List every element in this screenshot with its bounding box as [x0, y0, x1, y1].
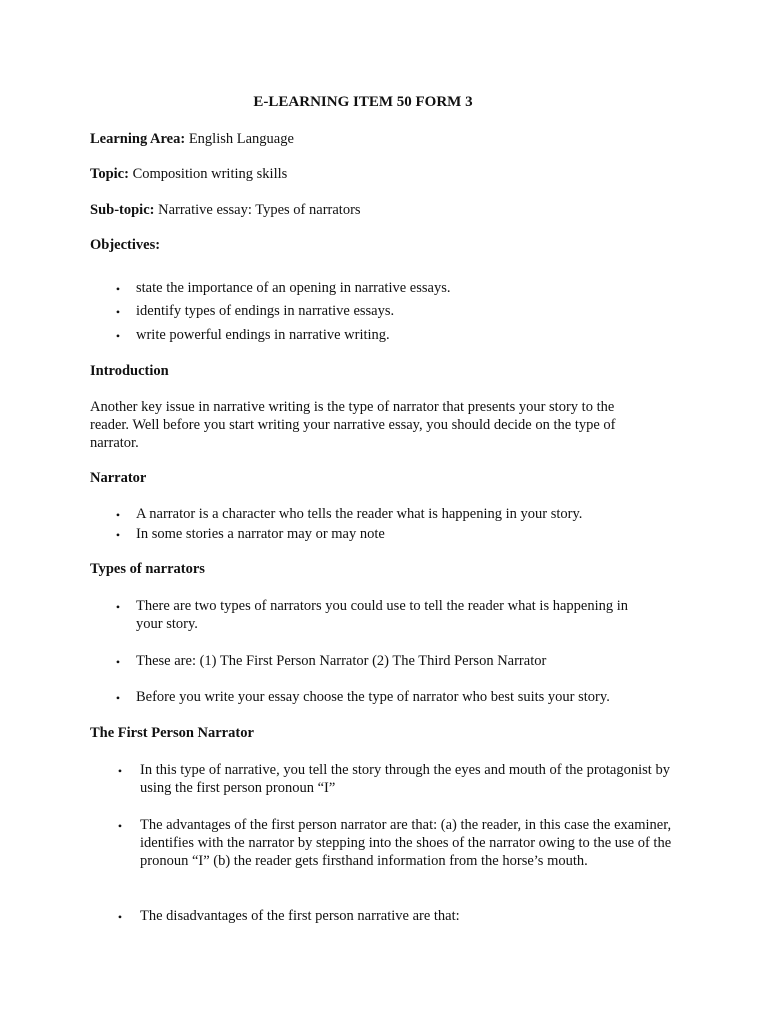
types-heading: Types of narrators: [90, 561, 205, 577]
first-person-heading: The First Person Narrator: [90, 725, 254, 741]
bullet-glyph: •: [115, 508, 121, 522]
topic-line: [90, 165, 287, 183]
topic-value: Composition writing skills: [132, 166, 288, 182]
learning-area-value: English Language: [188, 131, 294, 147]
bullet-glyph: •: [115, 282, 121, 296]
learning-area-label: Learning Area:: [90, 131, 186, 147]
document-title: E-LEARNING ITEM 50 FORM 3: [253, 94, 473, 110]
objective-item: write powerful endings in narrative writing.: [136, 327, 390, 343]
objectives-heading: Objectives:: [90, 237, 161, 253]
objective-item: state the importance of an opening in narrative essays.: [136, 280, 451, 296]
subtopic-line: [90, 201, 361, 219]
first-person-item: In this type of narrative, you tell the story through the eyes and mouth of the protagonist by using the first person pronoun “I”: [140, 762, 670, 796]
types-item: These are: (1) The First Person Narrator (2) The Third Person Narrator: [136, 653, 547, 669]
bullet-glyph: •: [115, 528, 121, 542]
subtopic-value: Narrative essay: Types of narrators: [158, 202, 361, 218]
objective-item: identify types of endings in narrative essays.: [136, 303, 395, 319]
bullet-glyph: •: [115, 655, 121, 669]
topic-label: Topic:: [90, 166, 129, 182]
bullet-glyph: •: [115, 329, 121, 343]
bullet-glyph: •: [115, 691, 121, 705]
bullet-glyph: •: [115, 600, 121, 614]
subtopic-label: Sub-topic:: [90, 202, 155, 218]
types-item: There are two types of narrators you could use to tell the reader what is happening in your story.: [136, 598, 629, 632]
narrator-heading: Narrator: [90, 470, 147, 486]
learning-area-line: [90, 130, 294, 148]
introduction-paragraph: Another key issue in narrative writing is the type of narrator that presents your story to the reader. Well before you start writing your narrative essay, you should decide on the type of narrator.: [90, 399, 616, 451]
bullet-glyph: •: [117, 910, 123, 924]
types-item: Before you write your essay choose the type of narrator who best suits your story.: [136, 689, 610, 705]
first-person-item: The advantages of the first person narrator are that: (a) the reader, in this case the examiner, identifies with the narrator by stepping into the shoes of the narrator owing to the use of the pronoun “I” (b) the reader gets firsthand information from the horse’s mouth.: [140, 817, 672, 869]
narrator-item: A narrator is a character who tells the reader what is happening in your story.: [136, 506, 583, 522]
bullet-glyph: •: [117, 764, 123, 778]
first-person-item: The disadvantages of the first person narrative are that:: [140, 908, 460, 924]
bullet-glyph: •: [115, 305, 121, 319]
introduction-heading: Introduction: [90, 363, 169, 379]
narrator-item: In some stories a narrator may or may note: [136, 526, 385, 542]
bullet-glyph: •: [117, 819, 123, 833]
